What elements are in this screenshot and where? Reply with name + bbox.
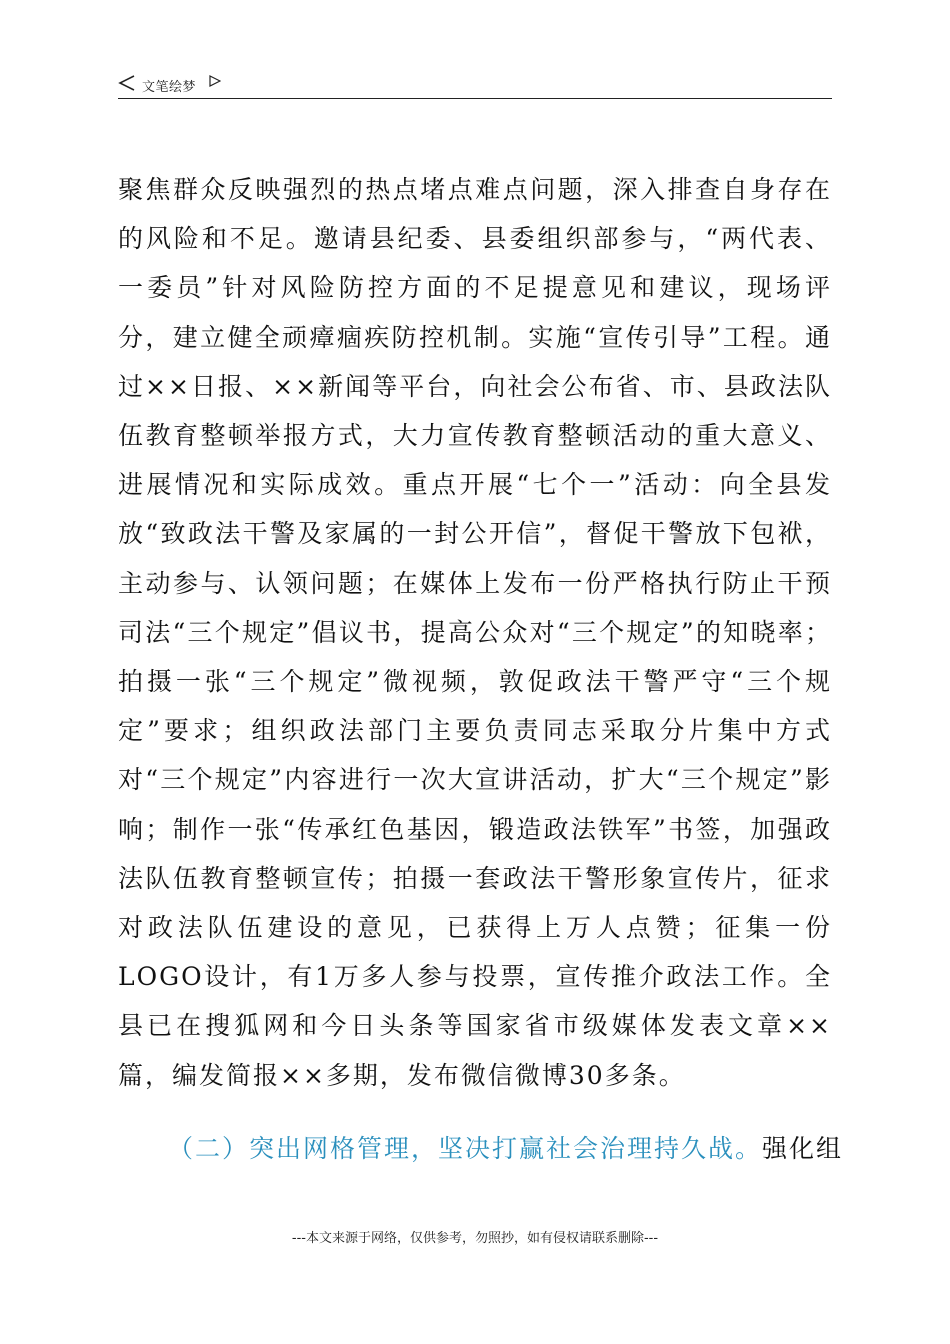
subsection-text: 强化组 [762,1134,844,1163]
subsection-heading: （二）突出网格管理，坚决打赢社会治理持久战。 [168,1134,763,1163]
body-paragraph-block [118,165,832,1100]
triangle-left-icon [118,74,136,92]
footer-notice: ---本文来源于网络，仅供参考，勿照抄，如有侵权请联系删除--- [291,1231,659,1246]
header-title: 文笔绘梦 [142,80,197,95]
page-header [118,70,832,99]
body-paragraph: 聚焦群众反映强烈的热点堵点难点问题，深入排查自身存在的风险和不足。邀请县纪委、县委组织部参与，“两代表、一委员”针对风险防控方面的不足提意见和建议，现场评分，建立健全顽瘴痼疾防控机制。实施“宣传引导”工程。通过××日报、××新闻等平台，向社会公布省、市、县政法队伍教育整顿举报方式，大力宣传教育整顿活动的重大意义、进展情况和实际成效。重点开展“七个一”活动：向全县发放“致政法干警及家属的一封公开信”，督促干警放下包袱，主动参与、认领问题；在媒体上发布一份严格执行防止干预司法“三个规定”倡议书，提高公众对“三个规定”的知晓率；拍摄一张“三个规定”微视频，敦促政法干警严守“三个规定”要求；组织政法部门主要负责同志采取分片集中方式对“三个规定”内容进行一次大宣讲活动，扩大“三个规定”影响；制作一张“传承红色基因，锻造政法铁军”书签，加强政法队伍教育整顿宣传；拍摄一套政法干警形象宣传片，征求对政法队伍建设的意见，已获得上万人点赞；征集一份LOGO设计，有1万多人参与投票，宣传推介政法工作。全县已在搜狐网和今日头条等国家省市级媒体发表文章××篇，编发简报××多期，发布微信微博30多条。 [118,175,832,1090]
triangle-right-icon [209,75,221,87]
subsection-line [118,1124,844,1173]
